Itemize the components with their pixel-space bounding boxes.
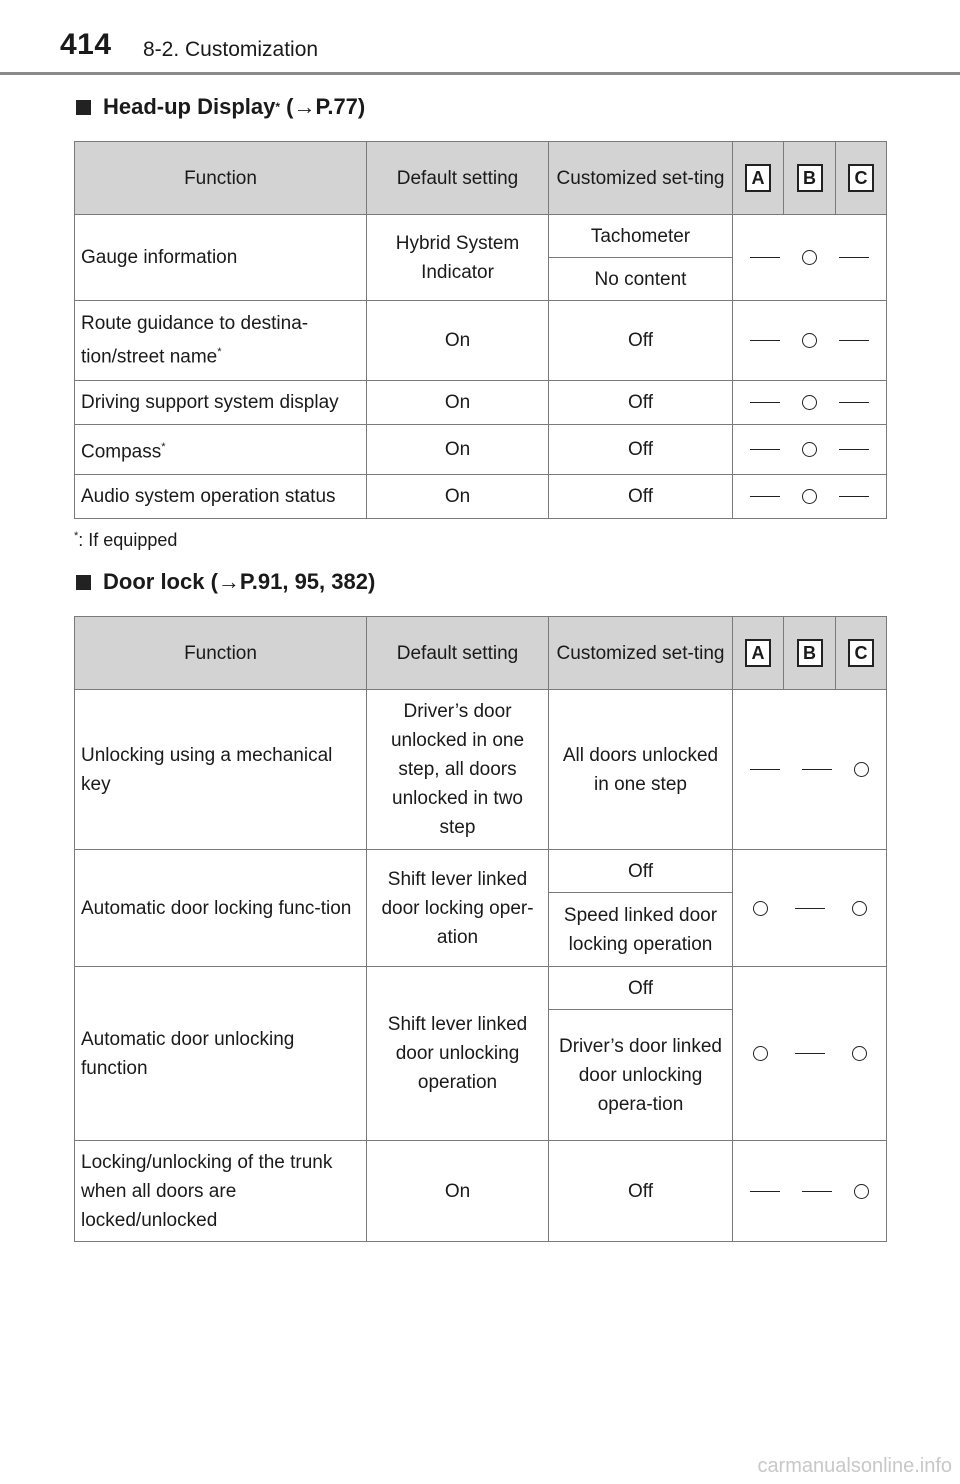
section-title: Door lock — [103, 569, 205, 594]
header-divider — [0, 72, 960, 75]
chapter-title: 8-2. Customization — [143, 38, 319, 61]
col-c — [836, 142, 887, 215]
circle-icon — [852, 1046, 867, 1061]
circle-icon — [802, 395, 817, 410]
table-cell-custom: Off — [549, 381, 733, 425]
circle-icon — [802, 250, 817, 265]
table-cell-custom: All doors unlocked in one step — [549, 690, 733, 850]
circle-icon — [753, 901, 768, 916]
col-function: Function — [75, 142, 367, 215]
table-cell-default: On — [367, 381, 549, 425]
table-cell-function: Gauge information — [75, 215, 367, 301]
circle-icon — [852, 901, 867, 916]
dash-icon — [802, 769, 832, 770]
circle-icon — [802, 442, 817, 457]
function-text: Route guidance to destina-tion/street name — [81, 313, 309, 368]
table-cell-marks — [733, 381, 887, 425]
dash-icon — [839, 257, 869, 258]
table-cell-function: Unlocking using a mechanical key — [75, 690, 367, 850]
circle-icon — [854, 762, 869, 777]
dash-icon — [839, 340, 869, 341]
table-cell-marks — [733, 1141, 887, 1242]
table-cell-custom: Off — [549, 301, 733, 381]
dash-icon — [750, 1191, 780, 1192]
col-b — [784, 617, 836, 690]
watermark: carmanualsonline.info — [757, 1455, 952, 1477]
method-a-icon: A — [745, 639, 771, 667]
footnote-star: * — [161, 440, 166, 453]
table-cell-custom: Off — [549, 1141, 733, 1242]
col-a — [733, 142, 784, 215]
table-cell-default: Shift lever linked door locking oper-ation — [367, 850, 549, 967]
footnote-star: * — [217, 346, 222, 359]
table-cell-function: Automatic door locking func-tion — [75, 850, 367, 967]
dash-icon — [750, 769, 780, 770]
table-cell-custom: Driver’s door linked door unlocking opera-tion — [549, 1010, 733, 1141]
dash-icon — [839, 449, 869, 450]
col-default-setting: Default setting — [367, 142, 549, 215]
circle-icon — [854, 1184, 869, 1199]
col-function: Function — [75, 617, 367, 690]
method-b-icon: B — [797, 639, 823, 667]
square-bullet-icon — [76, 575, 91, 590]
function-text: Compass — [81, 441, 162, 463]
footnote — [74, 530, 177, 551]
footnote-star: * — [74, 530, 79, 542]
page-reference: (→P.77) — [286, 94, 366, 119]
table-cell-custom: Speed linked door locking operation — [549, 893, 733, 967]
dash-icon — [839, 402, 869, 403]
circle-icon — [802, 489, 817, 504]
method-c-icon: C — [848, 164, 874, 192]
table-cell-custom: Off — [549, 967, 733, 1010]
table-cell-default: On — [367, 1141, 549, 1242]
section-title: Head-up Display — [103, 94, 276, 119]
table-cell-marks — [733, 475, 887, 519]
dash-icon — [795, 908, 825, 909]
table-cell-custom: No content — [549, 258, 733, 301]
table-cell-function — [75, 301, 367, 381]
dash-icon — [750, 449, 780, 450]
table-cell-marks — [733, 215, 887, 301]
table-cell-default: Hybrid System Indicator — [367, 215, 549, 301]
table-cell-function — [75, 425, 367, 475]
table-cell-custom: Off — [549, 850, 733, 893]
table-cell-marks — [733, 850, 887, 967]
method-c-icon: C — [848, 639, 874, 667]
table-cell-default: Shift lever linked door unlocking operation — [367, 967, 549, 1141]
circle-icon — [753, 1046, 768, 1061]
dash-icon — [750, 496, 780, 497]
col-default-setting: Default setting — [367, 617, 549, 690]
page-number: 414 — [60, 28, 112, 61]
table-cell-default: Driver’s door unlocked in one step, all doors unlocked in two step — [367, 690, 549, 850]
table-cell-function: Locking/unlocking of the trunk when all doors are locked/unlocked — [75, 1141, 367, 1242]
circle-icon — [802, 333, 817, 348]
col-b — [784, 142, 836, 215]
dash-icon — [750, 340, 780, 341]
col-customized-setting: Customized set-ting — [549, 142, 733, 215]
dash-icon — [750, 402, 780, 403]
col-customized-setting: Customized set-ting — [549, 617, 733, 690]
dash-icon — [839, 496, 869, 497]
table-cell-default: On — [367, 475, 549, 519]
dash-icon — [802, 1191, 832, 1192]
table-cell-custom: Off — [549, 475, 733, 519]
section-heading-door-lock — [76, 569, 375, 595]
section-heading-head-up-display — [76, 94, 365, 120]
page-reference: (→P.91, 95, 382) — [210, 569, 376, 594]
col-a — [733, 617, 784, 690]
table-cell-default: On — [367, 425, 549, 475]
footnote-text: : If equipped — [78, 530, 178, 550]
head-up-display-table — [74, 141, 887, 519]
table-cell-marks — [733, 301, 887, 381]
method-b-icon: B — [797, 164, 823, 192]
footnote-star: * — [275, 100, 281, 114]
dash-icon — [750, 257, 780, 258]
col-c — [836, 617, 887, 690]
door-lock-table — [74, 616, 887, 1242]
table-cell-function: Automatic door unlocking function — [75, 967, 367, 1141]
method-a-icon: A — [745, 164, 771, 192]
table-cell-custom: Tachometer — [549, 215, 733, 258]
dash-icon — [795, 1053, 825, 1054]
table-cell-marks — [733, 690, 887, 850]
page-header — [0, 0, 960, 76]
table-cell-marks — [733, 967, 887, 1141]
table-cell-default: On — [367, 301, 549, 381]
table-cell-custom: Off — [549, 425, 733, 475]
table-cell-marks — [733, 425, 887, 475]
square-bullet-icon — [76, 100, 91, 115]
table-cell-function: Driving support system display — [75, 381, 367, 425]
table-cell-function: Audio system operation status — [75, 475, 367, 519]
